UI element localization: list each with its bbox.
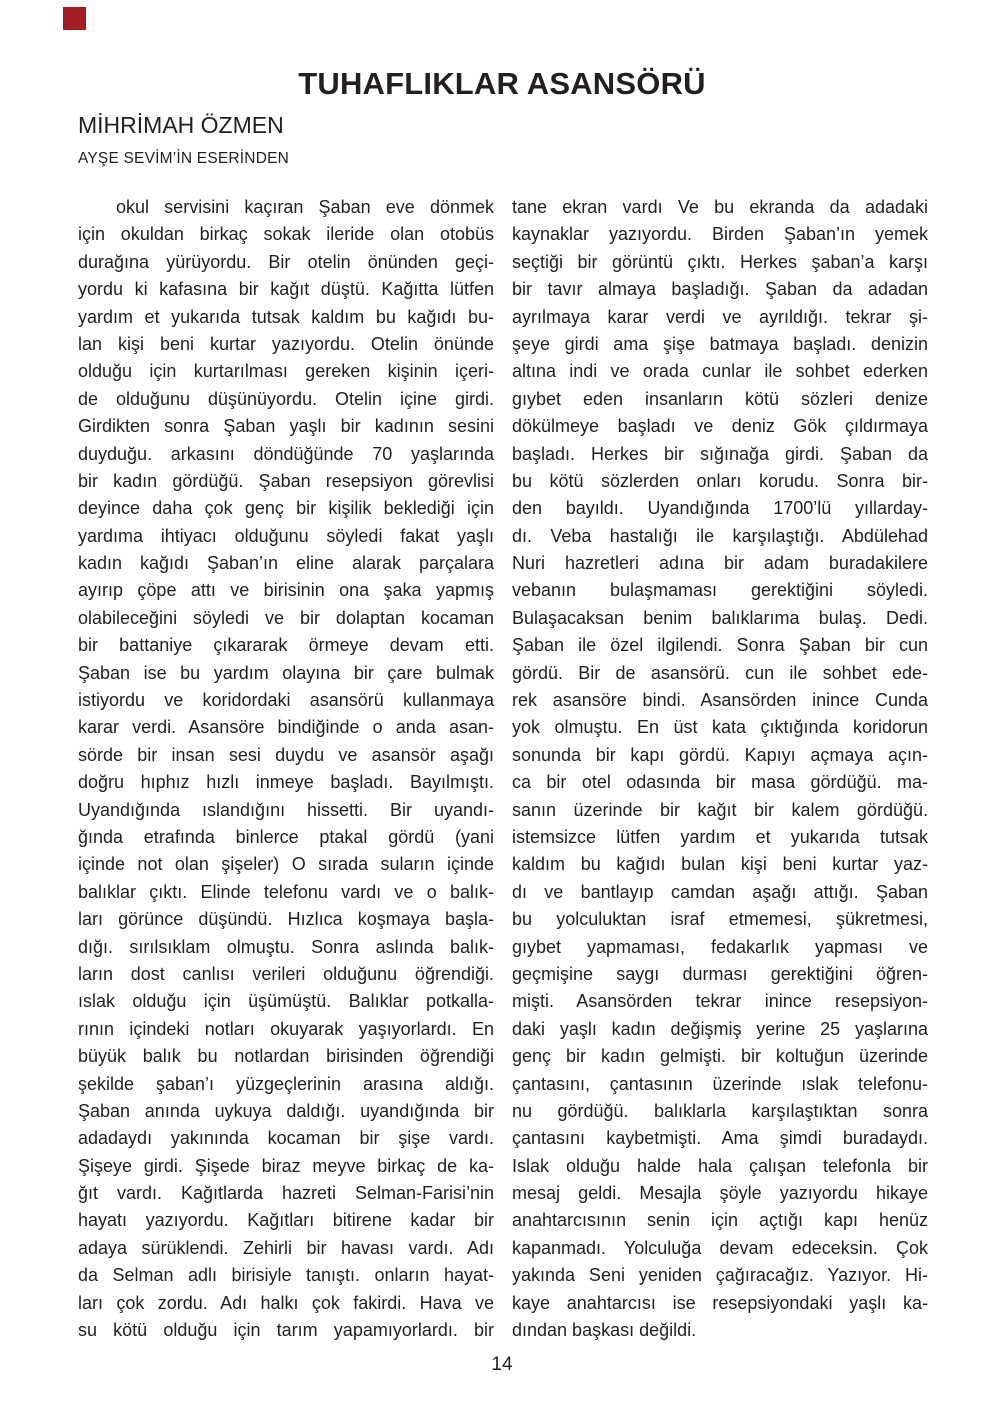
text-line: mesaj geldi. Mesajla şöyle yazıyordu hikaye: [512, 1183, 928, 1204]
text-line: sörde bir insan sesi duydu ve asansör aşağı: [78, 744, 494, 765]
text-line: yakında Seni yeniden çağıracağız. Yazıyor. Hi-: [512, 1265, 928, 1286]
text-line: Şaban anında uykuya daldığı. uyandığında bir: [78, 1100, 494, 1121]
text-line: ların dost canlısı verileri olduğunu öğrendiği.: [78, 963, 494, 984]
text-line: karar verdi. Asansöre bindiğinde o anda asan-: [78, 717, 494, 738]
text-line: yardıma ihtiyacı olduğunu söyledi fakat yaşlı: [78, 525, 494, 546]
text-line: Uyandığında ıslandığını hissetti. Bir uyandı-: [78, 799, 494, 820]
text-line: bir kadın gördüğü. Şaban resepsiyon görevlisi: [78, 470, 494, 491]
text-line: hayatı yazıyordu. Kağıtları bitirene kadar bir: [78, 1210, 494, 1231]
text-line: dından başkası değildi.: [512, 1320, 697, 1341]
text-line: adadaydı yakınında kocaman bir şişe vardı.: [78, 1128, 494, 1149]
text-line: anahtarcısının senin için açtığı kapı henüz: [512, 1210, 928, 1231]
text-line: için okuldan birkaç sokak ileride olan otobüs: [78, 224, 494, 245]
text-line: balıklar çıktı. Elinde telefonu vardı ve o balık-: [78, 881, 494, 902]
text-line: kaynaklar yazıyordu. Birden Şaban’ın yemek: [512, 224, 928, 245]
text-line: bu yolculuktan israf etmemesi, şükretmesi,: [512, 909, 928, 930]
text-line: mişti. Asansörden tekrar inince resepsiyon-: [512, 991, 928, 1012]
text-line: ları çok zordu. Adı halkı çok fakirdi. Hava ve: [78, 1292, 494, 1313]
text-line: istiyordu ve koridordaki asansörü kullanmaya: [78, 690, 494, 711]
text-line: seçtiği bir görüntü çıktı. Herkes şaban’a karşı: [512, 251, 928, 272]
text-line: daki yaşlı kadın değişmiş yerine 25 yaşlarına: [512, 1018, 928, 1039]
text-line: çantasını, çantasının üzerinde ıslak telefonu-: [512, 1073, 928, 1094]
page-title: TUHAFLIKLAR ASANSÖRÜ: [298, 66, 706, 101]
text-line: istemsizce lütfen yardım et yukarıda tutsak: [512, 826, 928, 847]
text-line: sanın üzerinde bir kağıt bir kalem gördüğü.: [512, 799, 928, 820]
text-line: başladı. Herkes bir sığınağa girdi. Şaban da: [512, 443, 928, 464]
text-line: şeye girdi ama şişe batmaya başladı. denizin: [512, 333, 928, 354]
text-line: okul servisini kaçıran Şaban eve dönmek: [116, 197, 494, 217]
text-line: Bulaşacaksan benim balıklarıma bulaş. Dedi.: [512, 607, 928, 628]
text-line: altına indi ve orada cunlar ile sohbet ederken: [512, 361, 928, 382]
text-line: içinde not olan şişeler) O sırada suların içinde: [78, 854, 494, 875]
text-line: bir tavır almaya başladığı. Şaban da adadan: [512, 279, 928, 300]
text-columns: [78, 194, 928, 1344]
text-line: gıybet eden insanların kötü sözleri denize: [512, 388, 928, 409]
text-line: lan kişi beni kurtar yazıyordu. Otelin önünde: [78, 333, 494, 354]
text-line: Islak olduğu halde hala çalışan telefonla bir: [512, 1155, 928, 1176]
text-line: rek asansöre bindi. Asansörden inince Cunda: [512, 690, 928, 711]
text-line: ıslak olduğu için üşümüştü. Balıklar potkalla-: [78, 991, 494, 1012]
text-line: nu gördüğü. balıklarla karşılaştıktan sonra: [512, 1100, 928, 1121]
red-corner-marker: [63, 7, 86, 30]
text-line: Şaban ise bu yardım olayına bir çare bulmak: [78, 662, 494, 683]
text-line: yordu ki kafasına bir kağıt düştü. Kağıtta lütfen: [78, 279, 494, 300]
text-line: yok olmuştu. En üst kata çıktığında koridorun: [512, 717, 928, 738]
text-line: da Selman adlı birisiyle tanıştı. onların hayat-: [78, 1265, 494, 1286]
text-line: Şaban ile özel ilgilendi. Sonra Şaban bir cun: [512, 635, 928, 656]
text-line: ayrılmaya karar verdi ve ayrıldığı. tekrar şi-: [512, 306, 928, 327]
text-line: çantasını kaybetmişti. Ama şimdi buradaydı.: [512, 1128, 928, 1149]
text-line: büyük balık bu notlardan birisinden öğrendiği: [78, 1046, 494, 1067]
text-line: deyince daha çok genç bir kişilik beklediği için: [78, 498, 494, 519]
text-line: ğında etrafında binlerce ptakal gördü (yani: [78, 826, 494, 847]
text-line: su kötü olduğu için tarım yapamıyorlardı. bir: [78, 1320, 494, 1341]
right-column: [512, 194, 928, 1344]
text-line: bu kötü sözlerden onları korudu. Sonra bir-: [512, 470, 928, 491]
text-line: gördü. Bir de asansörü. cun ile sohbet ede-: [512, 662, 928, 683]
text-line: Girdikten sonra Şaban yaşlı bir kadının sesini: [78, 416, 494, 437]
text-line: ğıt vardı. Kağıtlarda hazreti Selman-Farisi’nin: [78, 1183, 494, 1204]
text-line: ları görünce düşündü. Hızlıca koşmaya başla-: [78, 909, 494, 930]
text-line: ayırıp çöpe attı ve birisinin ona şaka yapmış: [78, 580, 494, 601]
text-line: rının içindeki notları okuyarak yaşıyorlardı. En: [78, 1018, 494, 1039]
text-line: sonunda bir kapı gördü. Kapıyı açmaya açın-: [512, 744, 928, 765]
text-line: kaye anahtarcısı ise resepsiyondaki yaşlı ka-: [512, 1292, 928, 1313]
text-line: de olduğunu düşünüyordu. Otelin içine girdi.: [78, 388, 494, 409]
text-line: dı ve bantlayıp camdan aşağı attığı. Şaban: [512, 881, 928, 902]
left-column: [78, 194, 494, 1344]
text-line: duyduğu. arkasını döndüğünde 70 yaşlarında: [78, 443, 494, 464]
text-line: doğru hıphız hızlı inmeye başladı. Bayılmıştı.: [78, 772, 494, 793]
page-number: 14: [491, 1354, 513, 1375]
text-line: den bayıldı. Uyandığında 1700’lü yıllarday-: [512, 498, 928, 519]
text-line: olduğu için kurtarılması gereken kişinin içeri-: [78, 361, 494, 382]
text-line: kapanmadı. Yolculuğa devam edeceksin. Çok: [512, 1237, 928, 1258]
text-line: gıybet yapmaması, fedakarlık yapması ve: [512, 936, 928, 957]
text-line: tane ekran vardı Ve bu ekranda da adadaki: [512, 197, 928, 217]
text-line: kaldım bu kağıdı bulan kişi beni kurtar yaz-: [512, 854, 928, 875]
text-line: olabileceğini söyledi ve bir dolaptan kocaman: [78, 607, 494, 628]
text-line: dığı. sırılsıklam olmuştu. Sonra aslında balık-: [78, 936, 494, 957]
text-line: ca bir otel odasında bir masa gördüğü. ma-: [512, 772, 928, 793]
text-line: şekilde şaban’ı yüzgeçlerinin arasına aldığı.: [78, 1073, 494, 1094]
text-line: dökülmeye başladı ve deniz Gök çıldırmaya: [512, 416, 928, 437]
text-line: dı. Veba hastalığı ile karşılaştığı. Abdülehad: [512, 525, 928, 546]
source-line: AYŞE SEVİM’İN ESERİNDEN: [78, 150, 290, 167]
text-line: Nuri hazretleri adına bir adam buradakilere: [512, 553, 928, 574]
author-name: MİHRİMAH ÖZMEN: [78, 112, 284, 138]
text-line: yardım et yukarıda tutsak kaldım bu kağıdı bu-: [78, 306, 494, 327]
text-line: Şişeye girdi. Şişede biraz meyve birkaç de ka-: [78, 1155, 494, 1176]
text-line: vebanın bulaşmaması gerektiğini söyledi.: [512, 580, 928, 601]
text-line: geçmişine saygı durması gerektiğini öğren-: [512, 963, 928, 984]
text-line: kadın kağıdı Şaban’ın eline alarak parçalara: [78, 553, 494, 574]
text-line: bir battaniye çıkararak örmeye devam etti.: [78, 635, 494, 656]
text-line: durağına yürüyordu. Bir otelin önünden geçi-: [78, 251, 494, 272]
text-line: genç bir kadın gelmişti. bir koltuğun üzerinde: [512, 1046, 928, 1067]
text-line: adaya sürüklendi. Zehirli bir havası vardı. Adı: [78, 1237, 494, 1258]
